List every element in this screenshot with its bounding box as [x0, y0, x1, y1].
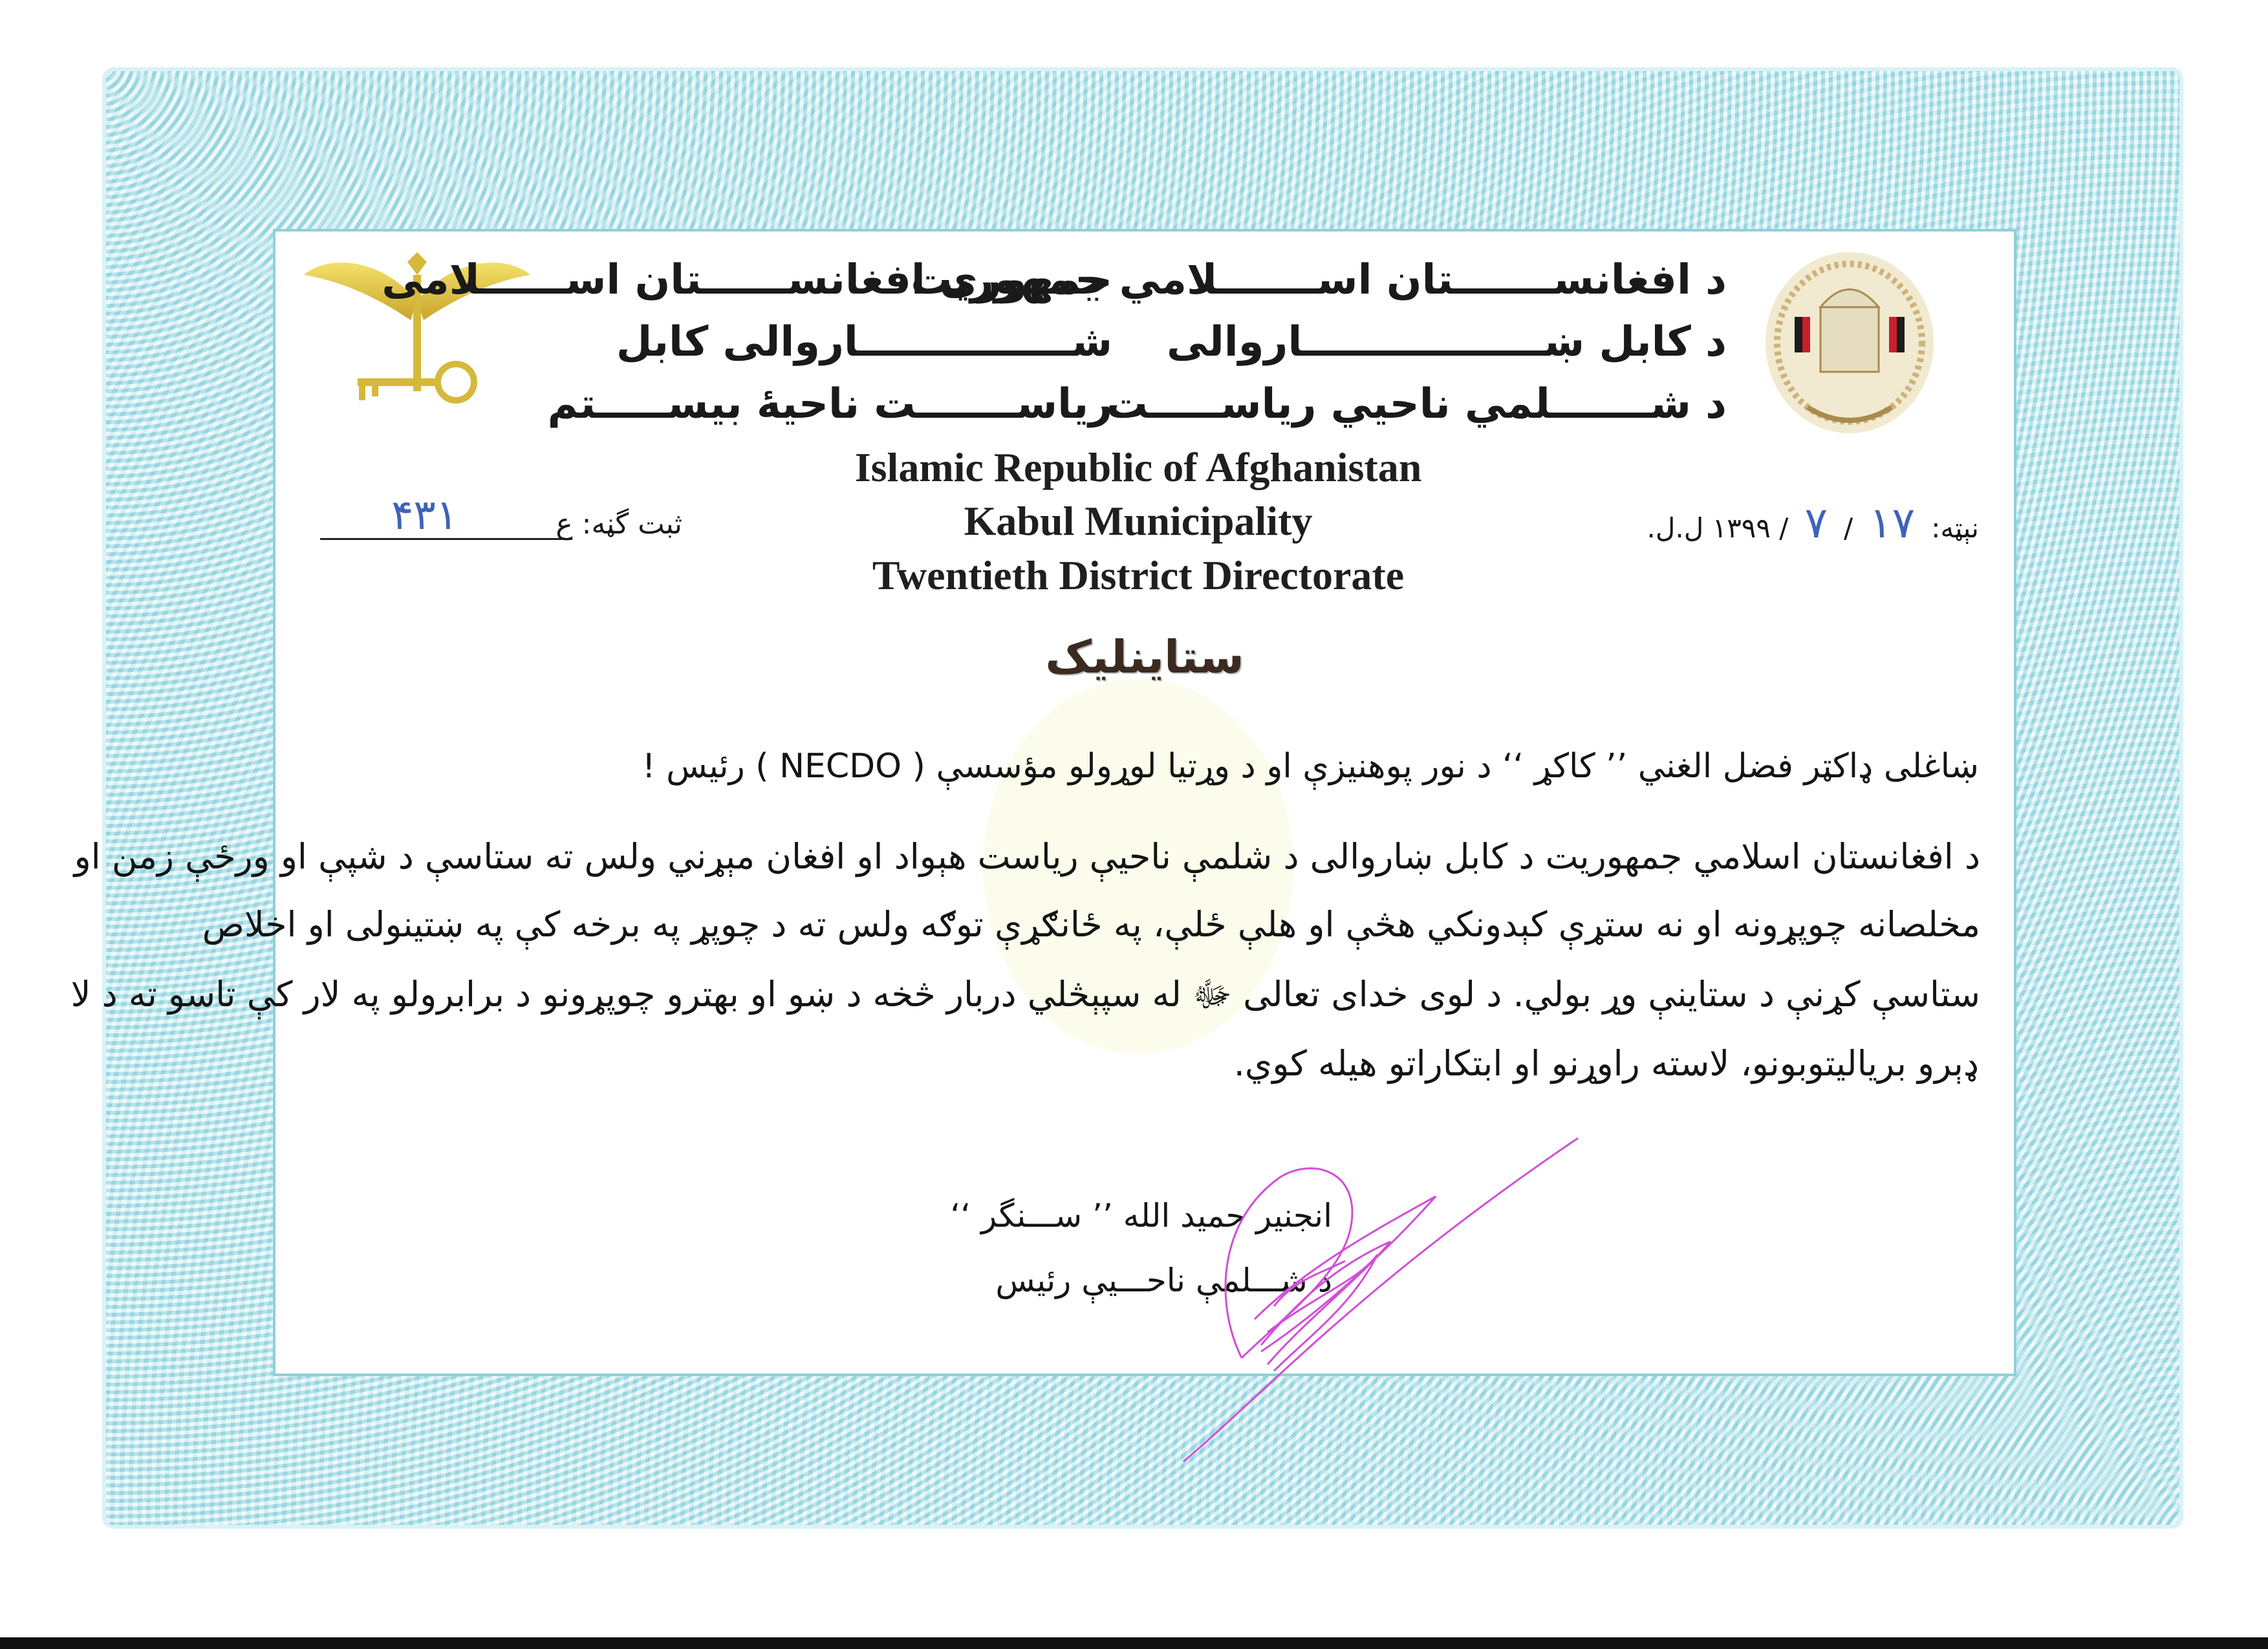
- dari-header-line: جمهوری افغانســــــتان اســــــلامی: [382, 256, 1112, 304]
- signatory-name: انجنير حميد الله ’’ ســـنگر ‘‘: [950, 1197, 1332, 1234]
- pashto-header-line: د افغانســـــــتان اســـــــلامي جمهوريت: [911, 256, 1727, 304]
- date-label: نېټه:: [1931, 512, 1979, 544]
- registration-number: ۴۳۱: [391, 491, 459, 539]
- certificate-title: ستاينليک: [1045, 630, 1244, 684]
- signatory-position: د شـــلمې ناحـــيې رئيس: [995, 1262, 1332, 1299]
- pashto-header-line: د شـــــــلمي ناحيي رياســـــت: [1106, 380, 1727, 428]
- date-field: نېټه: ۱۷ / ۷ / ۱۳۹۹ ل.ل.: [1647, 498, 1979, 548]
- body-line: مخلصانه چوپړونه او نه ستړې کېدونکي هڅې او هلې ځلې، په ځانګړې توګه ولس ته د چوپړ په برخه کې په ښتينولی او اخلاص: [202, 904, 1980, 945]
- english-header-municipality: Kabul Municipality: [964, 498, 1313, 544]
- registration-label: ثبت گڼه: ع: [556, 508, 682, 541]
- body-line: ډېرو برياليتوبونو، لاسته راوړنو او ابتکاراتو هيله کوي.: [1233, 1043, 1979, 1084]
- date-month: ۷: [1804, 498, 1828, 548]
- english-header-directorate: Twentieth District Directorate: [872, 552, 1405, 598]
- pashto-header-line: د کابل ښـــــــــــــــــاروالی: [1167, 318, 1727, 366]
- national-emblem-icon: [1756, 246, 1943, 440]
- signature-icon: [1164, 1125, 1604, 1474]
- dari-header-line: رياســـــــت ناحيهٔ بيســـــتم: [547, 380, 1112, 428]
- english-header-country: Islamic Republic of Afghanistan: [854, 444, 1422, 490]
- recipient-line: ښاغلی ډاکټر فضل الغني ’’ کاکړ ‘‘ د نور پوهنيزې او د وړتيا لوړولو مؤسسې ( NECDO ) رئيس !: [642, 747, 1979, 786]
- body-line: ستاسې کړنې د ستاينې وړ بولي. د لوی خدای تعالی ﷻ له سپېڅلي دربار څخه د ښو او بهترو چوپړونو د برابرولو په لار کې تاسو ته د لا: [70, 974, 1980, 1015]
- scan-edge: [0, 1637, 2268, 1649]
- body-line: د افغانستان اسلامي جمهوريت د کابل ښاروالی د شلمې ناحيې رياست هېواد او افغان مېړني ولس ته ستاسې د شپې او ورځې زمن او: [74, 836, 1980, 877]
- dari-header-line: شـــــــــــــــاروالی کابل: [616, 318, 1112, 366]
- registration-field: [320, 491, 682, 550]
- pashto-header: [911, 249, 1727, 435]
- date-day: ۱۷: [1869, 498, 1916, 548]
- dari-header: [382, 249, 1112, 435]
- date-year: / ۱۳۹۹ ل.ل.: [1647, 512, 1789, 544]
